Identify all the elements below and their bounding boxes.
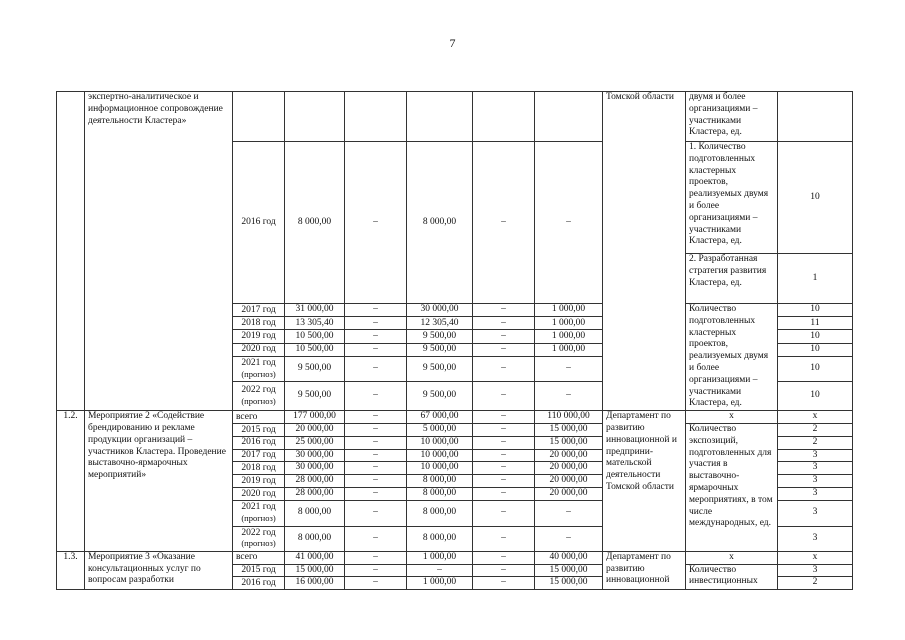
table-row: 2016 год 25 000,00 – 10 000,00 – 15 000,00 2 <box>57 436 853 449</box>
table-row: 2017 год 31 000,00 – 30 000,00 – 1 000,00 Количество подготовленных кластерных проектов, реализуемых двумя и более организациями – участниками Кластера, ед. 10 <box>57 304 853 317</box>
department-cell: Томской области <box>603 92 686 411</box>
table-row: 2015 год 20 000,00 – 5 000,00 – 15 000,00 Количество экспозиций, подготовленных для участия в выставочно-ярмарочных мероприятиях, в том числе международных, ед. 2 <box>57 423 853 436</box>
row-number: 1.2. <box>57 411 85 552</box>
table-row: 2022 год (прогноз) 9 500,00 – 9 500,00 – – 10 <box>57 382 853 411</box>
department-cell: Департамент по развитию инновационной и предприни-мательской деятельности Томской области <box>603 411 686 552</box>
indicator-cell: Количество инвестиционных <box>686 564 778 590</box>
department-cell: Департамент по развитию инновационной <box>603 551 686 589</box>
table-row: 2. Разработанная стратегия развития Кластера, ед. 1 <box>57 254 853 304</box>
row-number-cell <box>57 92 85 411</box>
table-row: 1.3. Мероприятие 3 «Оказание консультационных услуг по вопросам разработки всего 41 000,00 – 1 000,00 – 40 000,00 Департамент по развитию инновационной х х <box>57 551 853 564</box>
program-table <box>56 91 853 590</box>
indicator-cell: 2. Разработанная стратегия развития Кластера, ед. <box>686 254 778 304</box>
activity-description: Мероприятие 3 «Оказание консультационных услуг по вопросам разработки <box>85 551 233 589</box>
table-row: 1.2. Мероприятие 2 «Содействие брендированию и рекламе продукции организаций – участников Кластера. Проведение выставочно-ярмарочных мероприятий» всего 177 000,00 – 67 000,00 – 110 000,00 Департамент по развитию инновационной и предприни-мательской деятельности Томской области х х <box>57 411 853 424</box>
row-number: 1.3. <box>57 551 85 589</box>
table-row: 2018 год 30 000,00 – 10 000,00 – 20 000,00 3 <box>57 462 853 475</box>
page-number: 7 <box>449 36 456 50</box>
table-row <box>57 92 853 142</box>
year-cell: 2016 год <box>233 142 285 304</box>
table-row: 2020 год 28 000,00 – 8 000,00 – 20 000,00 3 <box>57 487 853 500</box>
table-row: 2015 год 15 000,00 – – – 15 000,00 Количество инвестиционных 3 <box>57 564 853 577</box>
table-row: 2019 год 10 500,00 – 9 500,00 – 1 000,00 10 <box>57 330 853 343</box>
activity-description: экспертно-аналитическое и информационное сопровождение деятельности Кластера» <box>85 92 233 411</box>
table-row: 2020 год 10 500,00 – 9 500,00 – 1 000,00 10 <box>57 343 853 356</box>
table-row: 2022 год (прогноз) 8 000,00 – 8 000,00 – – 3 <box>57 526 853 551</box>
indicator-cell: Количество подготовленных кластерных проектов, реализуемых двумя и более организациями – участниками Кластера, ед. <box>686 304 778 411</box>
activity-description: Мероприятие 2 «Содействие брендированию и рекламе продукции организаций – участников Кластера. Проведение выставочно-ярмарочных мероприятий» <box>85 411 233 552</box>
table-row: 2016 год 16 000,00 – 1 000,00 – 15 000,00 2 <box>57 577 853 590</box>
table-row: 2019 год 28 000,00 – 8 000,00 – 20 000,00 3 <box>57 475 853 488</box>
indicator-cell: 1. Количество подготовленных кластерных проектов, реализуемых двумя и более организациями – участниками Кластера, ед. <box>686 142 778 254</box>
table-row: 2017 год 30 000,00 – 10 000,00 – 20 000,00 3 <box>57 449 853 462</box>
indicator-cell: Количество экспозиций, подготовленных для участия в выставочно-ярмарочных мероприятиях, в том числе международных, ед. <box>686 423 778 551</box>
table-row: 2018 год 13 305,40 – 12 305,40 – 1 000,00 11 <box>57 317 853 330</box>
indicator-cell: двумя и более организациями – участниками Кластера, ед. <box>686 92 778 142</box>
table-row: 2021 год (прогноз) 8 000,00 – 8 000,00 – – 3 <box>57 500 853 526</box>
table-row: 2021 год (прогноз) 9 500,00 – 9 500,00 – – 10 <box>57 356 853 382</box>
table-row: 2016 год 8 000,00 – 8 000,00 – – 1. Количество подготовленных кластерных проектов, реализуемых двумя и более организациями – участниками Кластера, ед. 10 <box>57 142 853 254</box>
